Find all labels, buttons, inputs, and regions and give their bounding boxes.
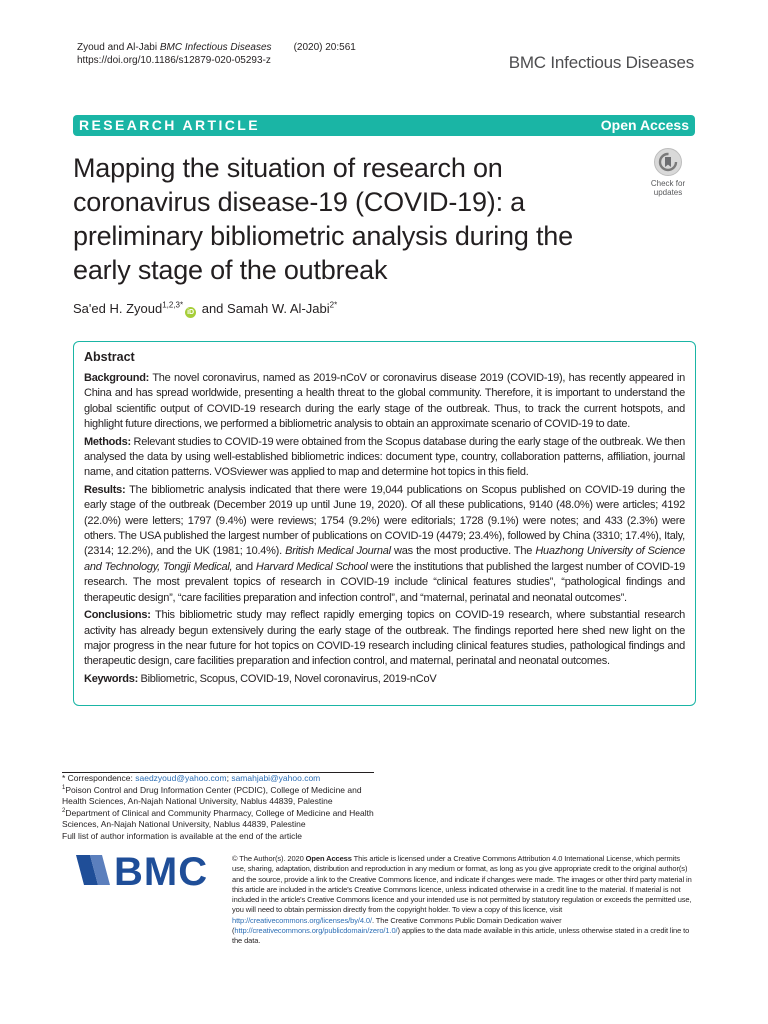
results-label: Results: bbox=[84, 483, 126, 496]
abstract-keywords: Keywords: Bibliometric, Scopus, COVID-19, Novel coronavirus, 2019-nCoV bbox=[84, 672, 437, 685]
cc-zero-link[interactable]: http://creativecommons.org/publicdomain/zero/1.0/ bbox=[234, 926, 398, 936]
email-link-2[interactable]: samahjabi@yahoo.com bbox=[231, 773, 321, 783]
header-journal-italic: BMC Infectious Diseases bbox=[159, 42, 272, 53]
journal-name: BMC Infectious Diseases bbox=[508, 53, 694, 72]
article-type-label: RESEARCH ARTICLE bbox=[79, 117, 260, 133]
cc-by-link[interactable]: http://creativecommons.org/licenses/by/4.0/ bbox=[232, 915, 372, 925]
check-for-updates-badge[interactable] bbox=[643, 148, 693, 200]
bookmark-refresh-icon bbox=[654, 148, 682, 176]
author-line bbox=[73, 300, 337, 318]
article-type-banner bbox=[73, 115, 695, 136]
conclusions-label: Conclusions: bbox=[84, 609, 151, 622]
abstract-box bbox=[73, 341, 696, 706]
open-access-label: Open Access bbox=[600, 117, 689, 133]
email-link-1[interactable]: saedzyoud@yahoo.com bbox=[135, 773, 227, 783]
article-title: Mapping the situation of research on coronavirus disease-19 (COVID-19): a preliminary bibliometric analysis during the early stage of the outbreak bbox=[73, 153, 573, 285]
keywords-label: Keywords: bbox=[84, 672, 138, 685]
author-info-note: Full list of author information is available at the end of the article bbox=[62, 830, 303, 841]
check-for-updates-label: Check for updates bbox=[650, 179, 686, 197]
abstract-results: Results: The bibliometric analysis indicated that there were 19,044 publications on Scopus published on COVID-19 during the early stage of the outbreak (December 2019 up until June 19, 2020). Of all these publications, 9140 (48.0%) were articles; 4192 (22.0%) were letters; 1797 (9.4%) were reviews; 1754 (9.2%) were editorials; 1728 (9.1%) were notes; and 433 (2.3%) were others. The USA published the largest number of publications on COVID-19 (4479; 23.4%), followed by China (3310; 17.4%), Italy, (2314; 12.2%), and the UK (1981; 10.4%). British Medical Journal was the most productive. The Huazhong University of Science and Technology, Tongji Medical, and Harvard Medical School were the institutions that published the largest number of COVID-19 research. The most prevalent topics of research in COVID-19 include “clinical features studies”, “pathological findings and therapeutic design”, “care facilities preparation and infection control”, and “maternal, perinatal and neonatal outcomes”. bbox=[84, 483, 685, 604]
doi-link[interactable]: https://doi.org/10.1186/s12879-020-05293-z bbox=[77, 55, 271, 66]
abstract-conclusions: Conclusions: This bibliometric study may reflect rapidly emerging topics on COVID-19 research, where substantial research activity has already begun extensively during the early stage of the outbreak. The findings reported here shed new light on the major progress in the near future for hot topics on COVID-19 research including clinical features studies, pathological findings and therapeutic design, care facilities preparation and infection control, and maternal, perinatal and neonatal outcomes. bbox=[84, 609, 685, 668]
abstract-background: Background: The novel coronavirus, named as 2019-nCoV or coronavirus disease 2019 (COVID-19), has recently appeared in China and has spread worldwide, presenting a health threat to the global community. Therefore, it is important to understand the global scientific output of COVID-19 research during the early stage of the outbreak. Thus, to track the current hotspots, and highlight future directions, we performed a bibliometric analysis to obtain an approximate scenario of COVID-19 to date. bbox=[84, 372, 685, 431]
bmc-logo bbox=[74, 849, 216, 891]
correspondence-line: * Correspondence: saedzyoud@yahoo.com; samahjabi@yahoo.com bbox=[62, 773, 321, 783]
affiliation-1: $^1$Poison Control and Drug Information Center (PCDIC), College of Medicine and Health Sciences, An-Najah National University, Nablus 44839, Palestine bbox=[62, 784, 362, 807]
background-label: Background: bbox=[84, 372, 150, 384]
orcid-icon[interactable]: iD bbox=[187, 309, 195, 316]
header-year-volume: (2020) 20:561 bbox=[293, 42, 356, 53]
author-2-affiliations: 2* bbox=[329, 300, 338, 310]
bmc-wordmark: BMC bbox=[114, 850, 209, 891]
footnote bbox=[62, 773, 382, 843]
methods-label: Methods: bbox=[84, 435, 131, 448]
author-2[interactable]: and Samah W. Al-Jabi bbox=[198, 301, 330, 316]
abstract-methods: Methods: Relevant studies to COVID-19 were obtained from the Scopus database during the early stage of the outbreak. We then analysed the data by using well-established bibliometric indices: document type, country, collaboration patterns, affiliation, journal name, and citation patterns. VOSviewer was applied to map and determine hot topics in this field. bbox=[84, 435, 685, 479]
abstract-heading: Abstract bbox=[84, 350, 135, 364]
header-authors: Zyoud and Al-Jabi bbox=[77, 42, 158, 53]
license-statement: © The Author(s). 2020 Open Access This article is licensed under a Creative Commons Attribution 4.0 International License, which permits use, sharing, adaptation, distribution and reproduction in any medium or format, as long as you give appropriate credit to the original author(s) and the source, provide a link to the Creative Commons licence, and indicate if changes were made. The images or other third party material in this article are included in the article's Creative Commons licence, unless indicated otherwise in a credit line to the material. If material is not included in the article's Creative Commons licence and your intended use is not permitted by statutory regulation or exceeds the permitted use, you will need to obtain permission directly from the copyright holder. To view a copy of this licence, visit http://creativecommons.org/licenses/by/4.0/. The Creative Commons Public Domain Dedication waiver (http://creativecommons.org/publicdomain/zero/1.0/) applies to the data made available in this article, unless otherwise stated in a credit line to the data. bbox=[232, 854, 692, 946]
author-1[interactable]: Sa'ed H. Zyoud bbox=[73, 301, 163, 316]
running-header-citation bbox=[77, 41, 356, 54]
affiliation-2: $^2$Department of Clinical and Community Pharmacy, College of Medicine and Health Sciences, An-Najah National University, Nablus 44839, Palestine bbox=[62, 807, 374, 830]
author-1-affiliations: 1,2,3* bbox=[162, 300, 184, 310]
